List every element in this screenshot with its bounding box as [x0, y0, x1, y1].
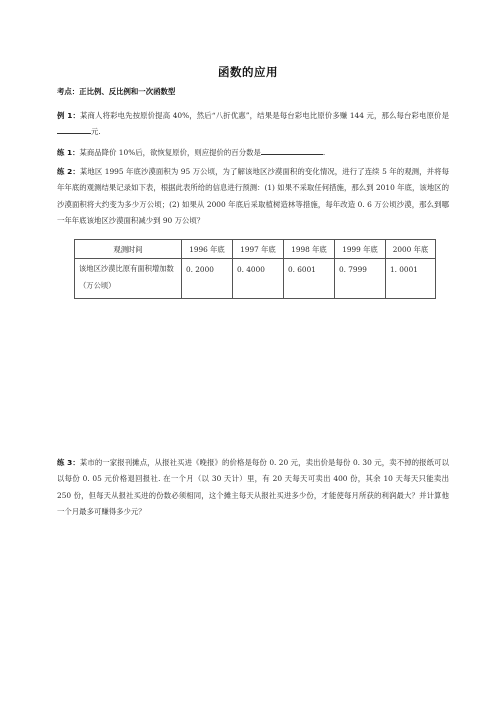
table-header-cell: 2000 年底: [386, 240, 436, 259]
example-1-label: 例 1：: [57, 111, 81, 120]
table-cell: 0. 7999: [335, 259, 386, 299]
practice-3-text: 某市的一家报刊摊点，从报社买进《晚报》的价格是每份 0. 20 元，卖出价是每份 0. 30 元，卖不掉的报纸可以以每份 0. 05 元价格退回报社. 在一个月（以 30 天计）里，有 20 天每天可卖出 400 份，其余 10 天每天只能卖出 250 份，但每天从报社买进的份数必须相同，这个摊主每天从报社买进多少份，才能使每月所获的利润最大？并计算他一个月最多可赚得多少元？: [57, 458, 449, 517]
practice-1: [57, 145, 449, 161]
practice-3-label: 练 3：: [57, 458, 80, 467]
practice-2-text: 某地区 1995 年底沙漠面积为 95 万公顷，为了解该地区沙漠面积的变化情况，进行了连续 5 年的观测，并将每年年底的观测结果记录如下表，根据此表所给的信息进行预测：(1) 如果不采取任何措施，那么到 2010 年底，该地区的沙漠面积将大约变为多少万公顷；(2) 如果从 2000 年底后采取植树造林等措施，每年改造 0. 6 万公顷沙漠，那么到哪一年年底该地区沙漠面积减少到 90 万公顷？: [57, 167, 449, 226]
table-row: [75, 259, 436, 299]
practice-1-tail: .: [322, 148, 326, 157]
practice-3: [57, 455, 449, 521]
table-cell: 0. 6001: [284, 259, 335, 299]
page-title: 函数的应用: [218, 65, 278, 79]
example-1: [57, 108, 449, 141]
table-header-row: [75, 240, 436, 259]
table-header-cell: 1997 年底: [233, 240, 284, 259]
example-1-text: 某商人将彩电先按原价提高 40%，然后“八折优惠”，结果是每台彩电比原价多赚 144 元，那么每台彩电原价是: [80, 111, 449, 120]
table-header-cell: 观测时间: [75, 240, 182, 259]
practice-2-label: 练 2：: [57, 167, 80, 176]
answer-blank: [261, 145, 326, 157]
table-header-cell: 1996 年底: [182, 240, 233, 259]
table-header-cell: 1998 年底: [284, 240, 335, 259]
table-header-cell: 1999 年底: [335, 240, 386, 259]
practice-2: [57, 164, 449, 230]
table-cell: 1. 0001: [386, 259, 436, 299]
practice-1-text: 某商品降价 10%后，欲恢复原价，则应提价的百分数是: [79, 148, 261, 157]
topic-heading: [57, 84, 449, 100]
practice-1-label: 练 1：: [57, 148, 80, 157]
example-1-tail: 元.: [91, 127, 101, 137]
table-row-label: 该地区沙漠比原有面积增加数（万公顷）: [75, 259, 182, 299]
table-cell: 0. 4000: [233, 259, 284, 299]
topic-text: 考点：正比例、反比例和一次函数型: [57, 87, 176, 96]
answer-blank: [57, 124, 91, 134]
observation-table: [74, 239, 436, 299]
table-cell: 0. 2000: [182, 259, 233, 299]
